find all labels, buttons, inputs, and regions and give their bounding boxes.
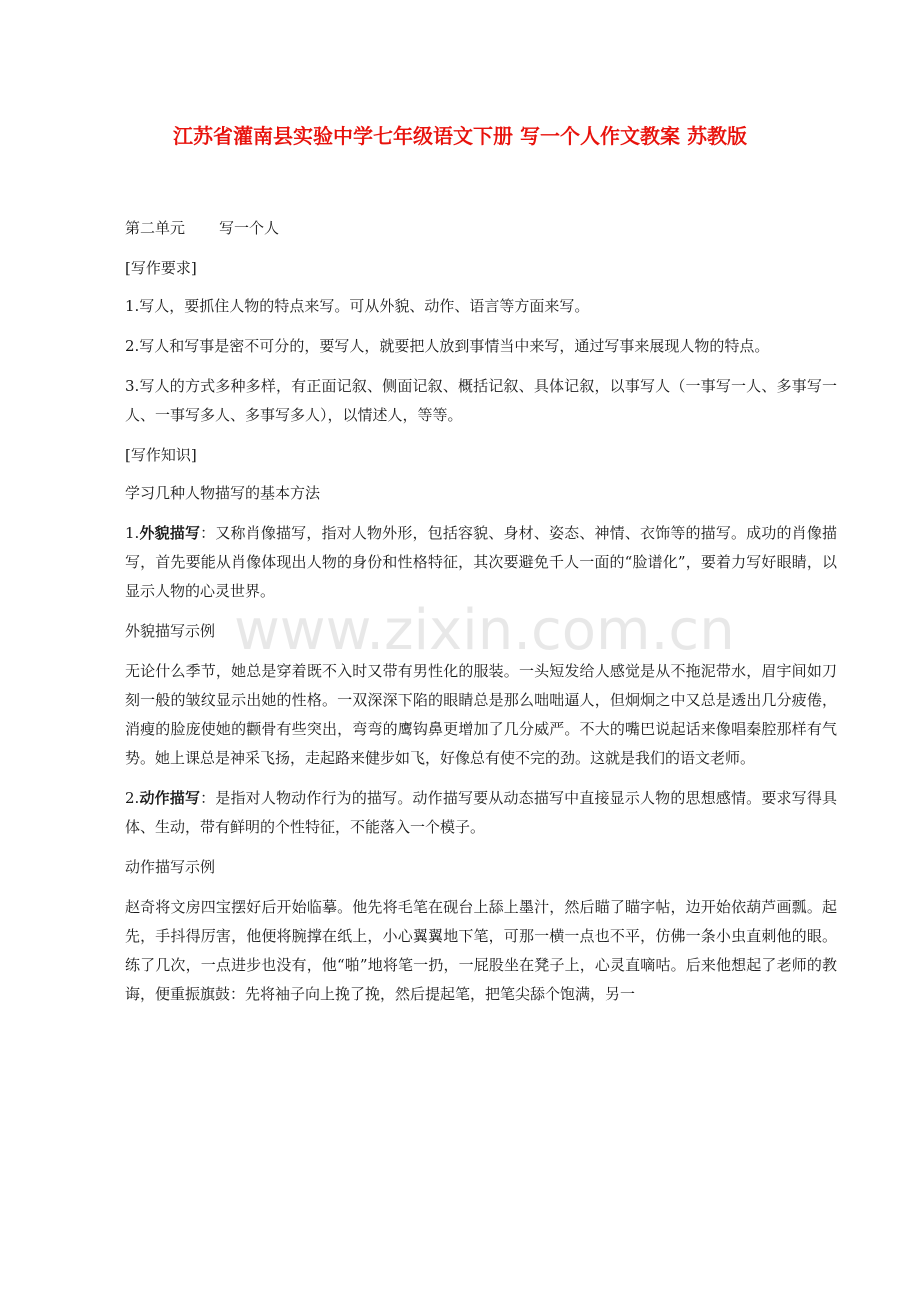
requirement-2: 2.写人和写事是密不可分的，要写人，就要把人放到事情当中来写，通过写事来展现人物的特点。: [125, 337, 770, 355]
item-term: 外貌描写: [139, 524, 201, 542]
section-heading-requirements: [写作要求]: [125, 259, 197, 277]
item-text: ：又称肖像描写，指对人物外形，包括容貌、身材、姿态、神情、衣饰等的描写。成功的肖像描写，首先要能从肖像体现出人物的身份和性格特征，其次要避免千人一面的“脸谱化”，要着力写好眼睛，以显示人物的心灵世界。: [125, 524, 837, 600]
example-text-action: 赵奇将文房四宝摆好后开始临摹。他先将毛笔在砚台上舔上墨汁，然后瞄了瞄字帖，边开始依葫芦画瓢。起先，手抖得厉害，他便将腕撑在纸上，小心翼翼地下笔，可那一横一点也不平，仿佛一条小虫直刺他的眼。练了几次，一点进步也没有，他“啪”地将笔一扔，一屁股坐在凳子上，心灵直嘀咕。后来他想起了老师的教诲，便重振旗鼓：先将袖子向上挽了挽，然后提起笔，把笔尖舔个饱满，另一: [125, 898, 837, 1003]
unit-label: 第二单元: [125, 219, 186, 237]
knowledge-item-appearance: [125, 519, 837, 606]
example-title-appearance: 外貌描写示例: [125, 622, 216, 640]
requirement-1: 1.写人，要抓住人物的特点来写。可从外貌、动作、语言等方面来写。: [125, 297, 590, 315]
document-title: 江苏省灌南县实验中学七年级语文下册 写一个人作文教案 苏教版: [173, 124, 747, 148]
unit-topic: 写一个人: [219, 219, 280, 237]
example-text-appearance: 无论什么季节，她总是穿着既不入时又带有男性化的服装。一头短发给人感觉是从不拖泥带水，眉宇间如刀刻一般的皱纹显示出她的性格。一双深深下陷的眼睛总是那么咄咄逼人，但炯炯之中又总是透出几分疲倦，消瘦的脸庞使她的颧骨有些突出，弯弯的鹰钩鼻更增加了几分威严。不大的嘴巴说起话来像唱秦腔那样有气势。她上课总是神采飞扬，走起路来健步如飞，好像总有使不完的劲。这就是我们的语文老师。: [125, 662, 837, 767]
knowledge-item-action: [125, 784, 837, 842]
item-number: 1.: [125, 524, 140, 542]
item-number: 2.: [125, 789, 140, 807]
document-body: [125, 214, 837, 1020]
unit-heading: [125, 214, 837, 243]
item-text: ：是指对人物动作行为的描写。动作描写要从动态描写中直接显示人物的思想感情。要求写得具体、生动，带有鲜明的个性特征，不能落入一个模子。: [125, 789, 837, 836]
requirement-3: 3.写人的方式多种多样，有正面记叙、侧面记叙、概括记叙、具体记叙，以事写人（一事写一人、多事写一人、一事写多人、多事写多人），以情述人，等等。: [125, 377, 837, 424]
watermark: www.zixin.com.cn: [234, 598, 735, 663]
knowledge-intro: 学习几种人物描写的基本方法: [125, 484, 321, 502]
section-heading-knowledge: [写作知识]: [125, 446, 197, 464]
example-title-action: 动作描写示例: [125, 858, 216, 876]
item-term: 动作描写: [139, 789, 201, 807]
